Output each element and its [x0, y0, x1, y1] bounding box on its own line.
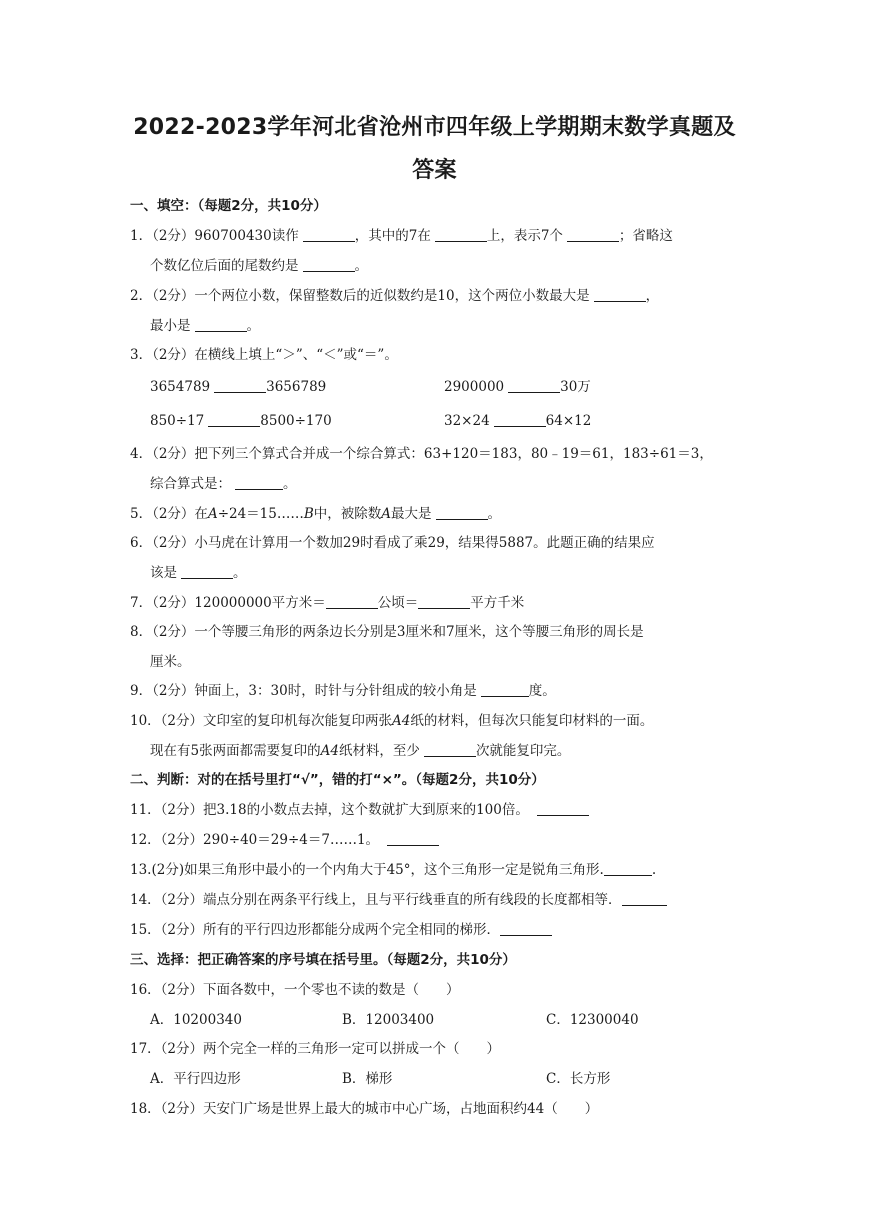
question-16-option-b: B．12003400	[342, 1012, 435, 1028]
question-1-line-2	[150, 257, 368, 275]
question-2-line-2	[150, 317, 260, 335]
question-10-line-2	[150, 742, 570, 760]
question-18-stem: 18．（2分）天安门广场是世界上最大的城市中心广场，占地面积约44（ ）	[130, 1101, 599, 1117]
question-17-option-c: C．长方形	[546, 1071, 611, 1087]
q12-text: 12．（2分）290÷40＝29÷4＝7……1。	[130, 832, 380, 848]
variable-b: B	[303, 506, 314, 522]
q10-text-a: 10．（2分）文印室的复印机每次能复印两张	[130, 713, 393, 729]
question-17-option-a: A．平行四边形	[150, 1071, 241, 1087]
answer-blank	[181, 564, 233, 579]
answer-blank	[508, 378, 560, 393]
answer-blank	[326, 594, 378, 609]
question-1-line-1	[130, 227, 673, 245]
q2-text-a: 2．（2分）一个两位小数，保留整数后的近似数约是10，这个两位小数最大是	[130, 288, 590, 304]
q9-text-b: 度。	[528, 683, 556, 699]
answer-blank	[214, 378, 266, 393]
q3-r1-left-value: 3654789	[150, 379, 211, 395]
question-17-option-b: B．梯形	[342, 1071, 393, 1087]
q10-text-e: 次就能复印完。	[475, 743, 571, 759]
answer-blank	[622, 891, 667, 906]
answer-blank	[235, 475, 283, 490]
q1-text-d: ；省略这	[618, 228, 673, 244]
question-7	[130, 594, 524, 612]
answer-blank	[418, 594, 470, 609]
q3-r2-left-value: 850÷17	[150, 413, 205, 429]
q3-r2-left-compare: 8500÷170	[260, 413, 332, 429]
q1-text-c: 上，表示7个	[486, 228, 563, 244]
answer-blank	[208, 412, 260, 427]
q2-text-d: 。	[246, 318, 260, 334]
question-9	[130, 682, 556, 700]
question-3-row-1-left	[150, 378, 326, 396]
q4-text-c: 。	[283, 476, 297, 492]
question-16-option-a: A．10200340	[150, 1012, 242, 1028]
question-6-line-1: 6．（2分）小马虎在计算用一个数加29时看成了乘29，结果得5887。此题正确的结果应	[130, 535, 655, 551]
q3-r1-right-value: 2900000	[444, 379, 505, 395]
q10-text-d: 纸材料，至少	[338, 743, 420, 759]
q9-text-a: 9．（2分）钟面上，3：30时，时针与分针组成的较小角是	[130, 683, 477, 699]
question-16-option-c: C．12300040	[546, 1012, 639, 1028]
section-true-false-heading: 二、判断：对的在括号里打“√”，错的打“×”。（每题2分，共10分）	[130, 772, 545, 788]
q5-text-b: ÷24＝15……	[217, 506, 304, 522]
q2-text-b: ，	[645, 288, 660, 304]
paper-size-a4: A4	[392, 713, 411, 729]
q5-text-d: 最大是	[391, 506, 432, 522]
q14-text: 14．（2分）端点分别在两条平行线上，且与平行线垂直的所有线段的长度都相等．	[130, 892, 622, 908]
question-3-stem: 3．（2分）在横线上填上“＞”、“＜”或“＝”。	[130, 347, 398, 363]
answer-blank	[537, 801, 589, 816]
question-17-stem: 17．（2分）两个完全一样的三角形一定可以拼成一个（ ）	[130, 1041, 501, 1057]
q15-text: 15．（2分）所有的平行四边形都能分成两个完全相同的梯形．	[130, 922, 501, 938]
variable-a: A	[207, 506, 218, 522]
question-5	[130, 505, 501, 523]
q2-text-c: 最小是	[150, 318, 191, 334]
question-10-line-1	[130, 712, 653, 730]
section-multiple-choice-heading: 三、选择：把正确答案的序号填在括号里。（每题2分，共10分）	[130, 952, 516, 968]
q5-text-e: 。	[487, 506, 502, 522]
q3-r1-right-compare: 30万	[560, 379, 591, 395]
question-13: 13.(2分)如果三角形中最小的一个内角大于45°，这个三角形一定是锐角三角形. .	[130, 862, 657, 878]
question-3-row-2-left	[150, 412, 332, 430]
question-15	[130, 921, 552, 939]
question-4-line-1: 4．（2分）把下列三个算式合并成一个综合算式：63+120＝183，80﹣19＝61，183÷61＝3，	[130, 446, 713, 462]
q10-text-c: 现在有5张两面都需要复印的	[150, 743, 321, 759]
q6-text-b: 该是	[150, 565, 177, 581]
q1-text-a: 1．（2分）960700430读作	[130, 228, 299, 244]
answer-blank	[494, 412, 546, 427]
answer-blank	[594, 287, 646, 302]
section-fill-in-heading: 一、填空：（每题2分，共10分）	[130, 198, 327, 214]
q7-text-c: 平方千米	[470, 595, 525, 611]
question-3-row-1-right	[444, 378, 591, 396]
question-6-line-2	[150, 564, 247, 582]
q3-r1-left-compare: 3656789	[266, 379, 327, 395]
question-12	[130, 831, 439, 849]
q4-text-b: 综合算式是：	[150, 476, 231, 492]
question-16-stem: 16．（2分）下面各数中，一个零也不读的数是（ ）	[130, 982, 460, 998]
question-14	[130, 891, 667, 909]
variable-a: A	[381, 506, 392, 522]
answer-blank	[303, 227, 355, 242]
q3-r2-right-value: 32×24	[444, 413, 490, 429]
answer-blank	[435, 227, 487, 242]
answer-blank	[303, 257, 355, 272]
q1-text-b: ，其中的7在	[354, 228, 431, 244]
q1-text-f: 。	[354, 258, 368, 274]
paper-size-a4: A4	[320, 743, 339, 759]
q5-text-c: 中，被除数	[313, 506, 382, 522]
q3-r2-right-compare: 64×12	[545, 413, 592, 429]
answer-blank	[424, 742, 476, 757]
q1-text-e: 个数亿位后面的尾数约是	[150, 258, 299, 274]
answer-blank	[567, 227, 619, 242]
question-4-line-2	[150, 475, 297, 493]
q10-text-b: 纸的材料，但每次只能复印材料的一面。	[410, 713, 654, 729]
answer-blank	[436, 505, 488, 520]
q13-text: 13.(2分)如果三角形中最小的一个内角大于45°，这个三角形一定是锐角三角形.	[130, 862, 604, 878]
q6-text-c: 。	[233, 565, 247, 581]
q5-text-a: 5．（2分）在	[130, 506, 208, 522]
q7-text-b: 公顷＝	[377, 595, 419, 611]
question-8-line-2: 厘米。	[150, 654, 191, 670]
question-3-row-2-right	[444, 412, 591, 430]
answer-blank	[500, 921, 552, 936]
q11-text: 11．（2分）把3.18的小数点去掉，这个数就扩大到原来的100倍。	[130, 802, 529, 818]
q7-text-a: 7．（2分）120000000平方米＝	[130, 595, 326, 611]
document-title-line-1: 2022-2023学年河北省沧州市四年级上学期期末数学真题及	[133, 115, 736, 140]
question-2-line-1	[130, 287, 659, 305]
answer-blank	[387, 831, 439, 846]
question-11	[130, 801, 589, 819]
question-8-line-1	[130, 623, 644, 641]
answer-blank	[604, 861, 652, 876]
answer-blank	[195, 317, 247, 332]
q8-text-a: 8．（2分）一个等腰三角形的两条边长分别是3厘米和7厘米，这个等腰三角形的周长是	[130, 624, 644, 640]
answer-blank	[481, 682, 529, 697]
document-title-line-2: 答案	[412, 158, 457, 183]
